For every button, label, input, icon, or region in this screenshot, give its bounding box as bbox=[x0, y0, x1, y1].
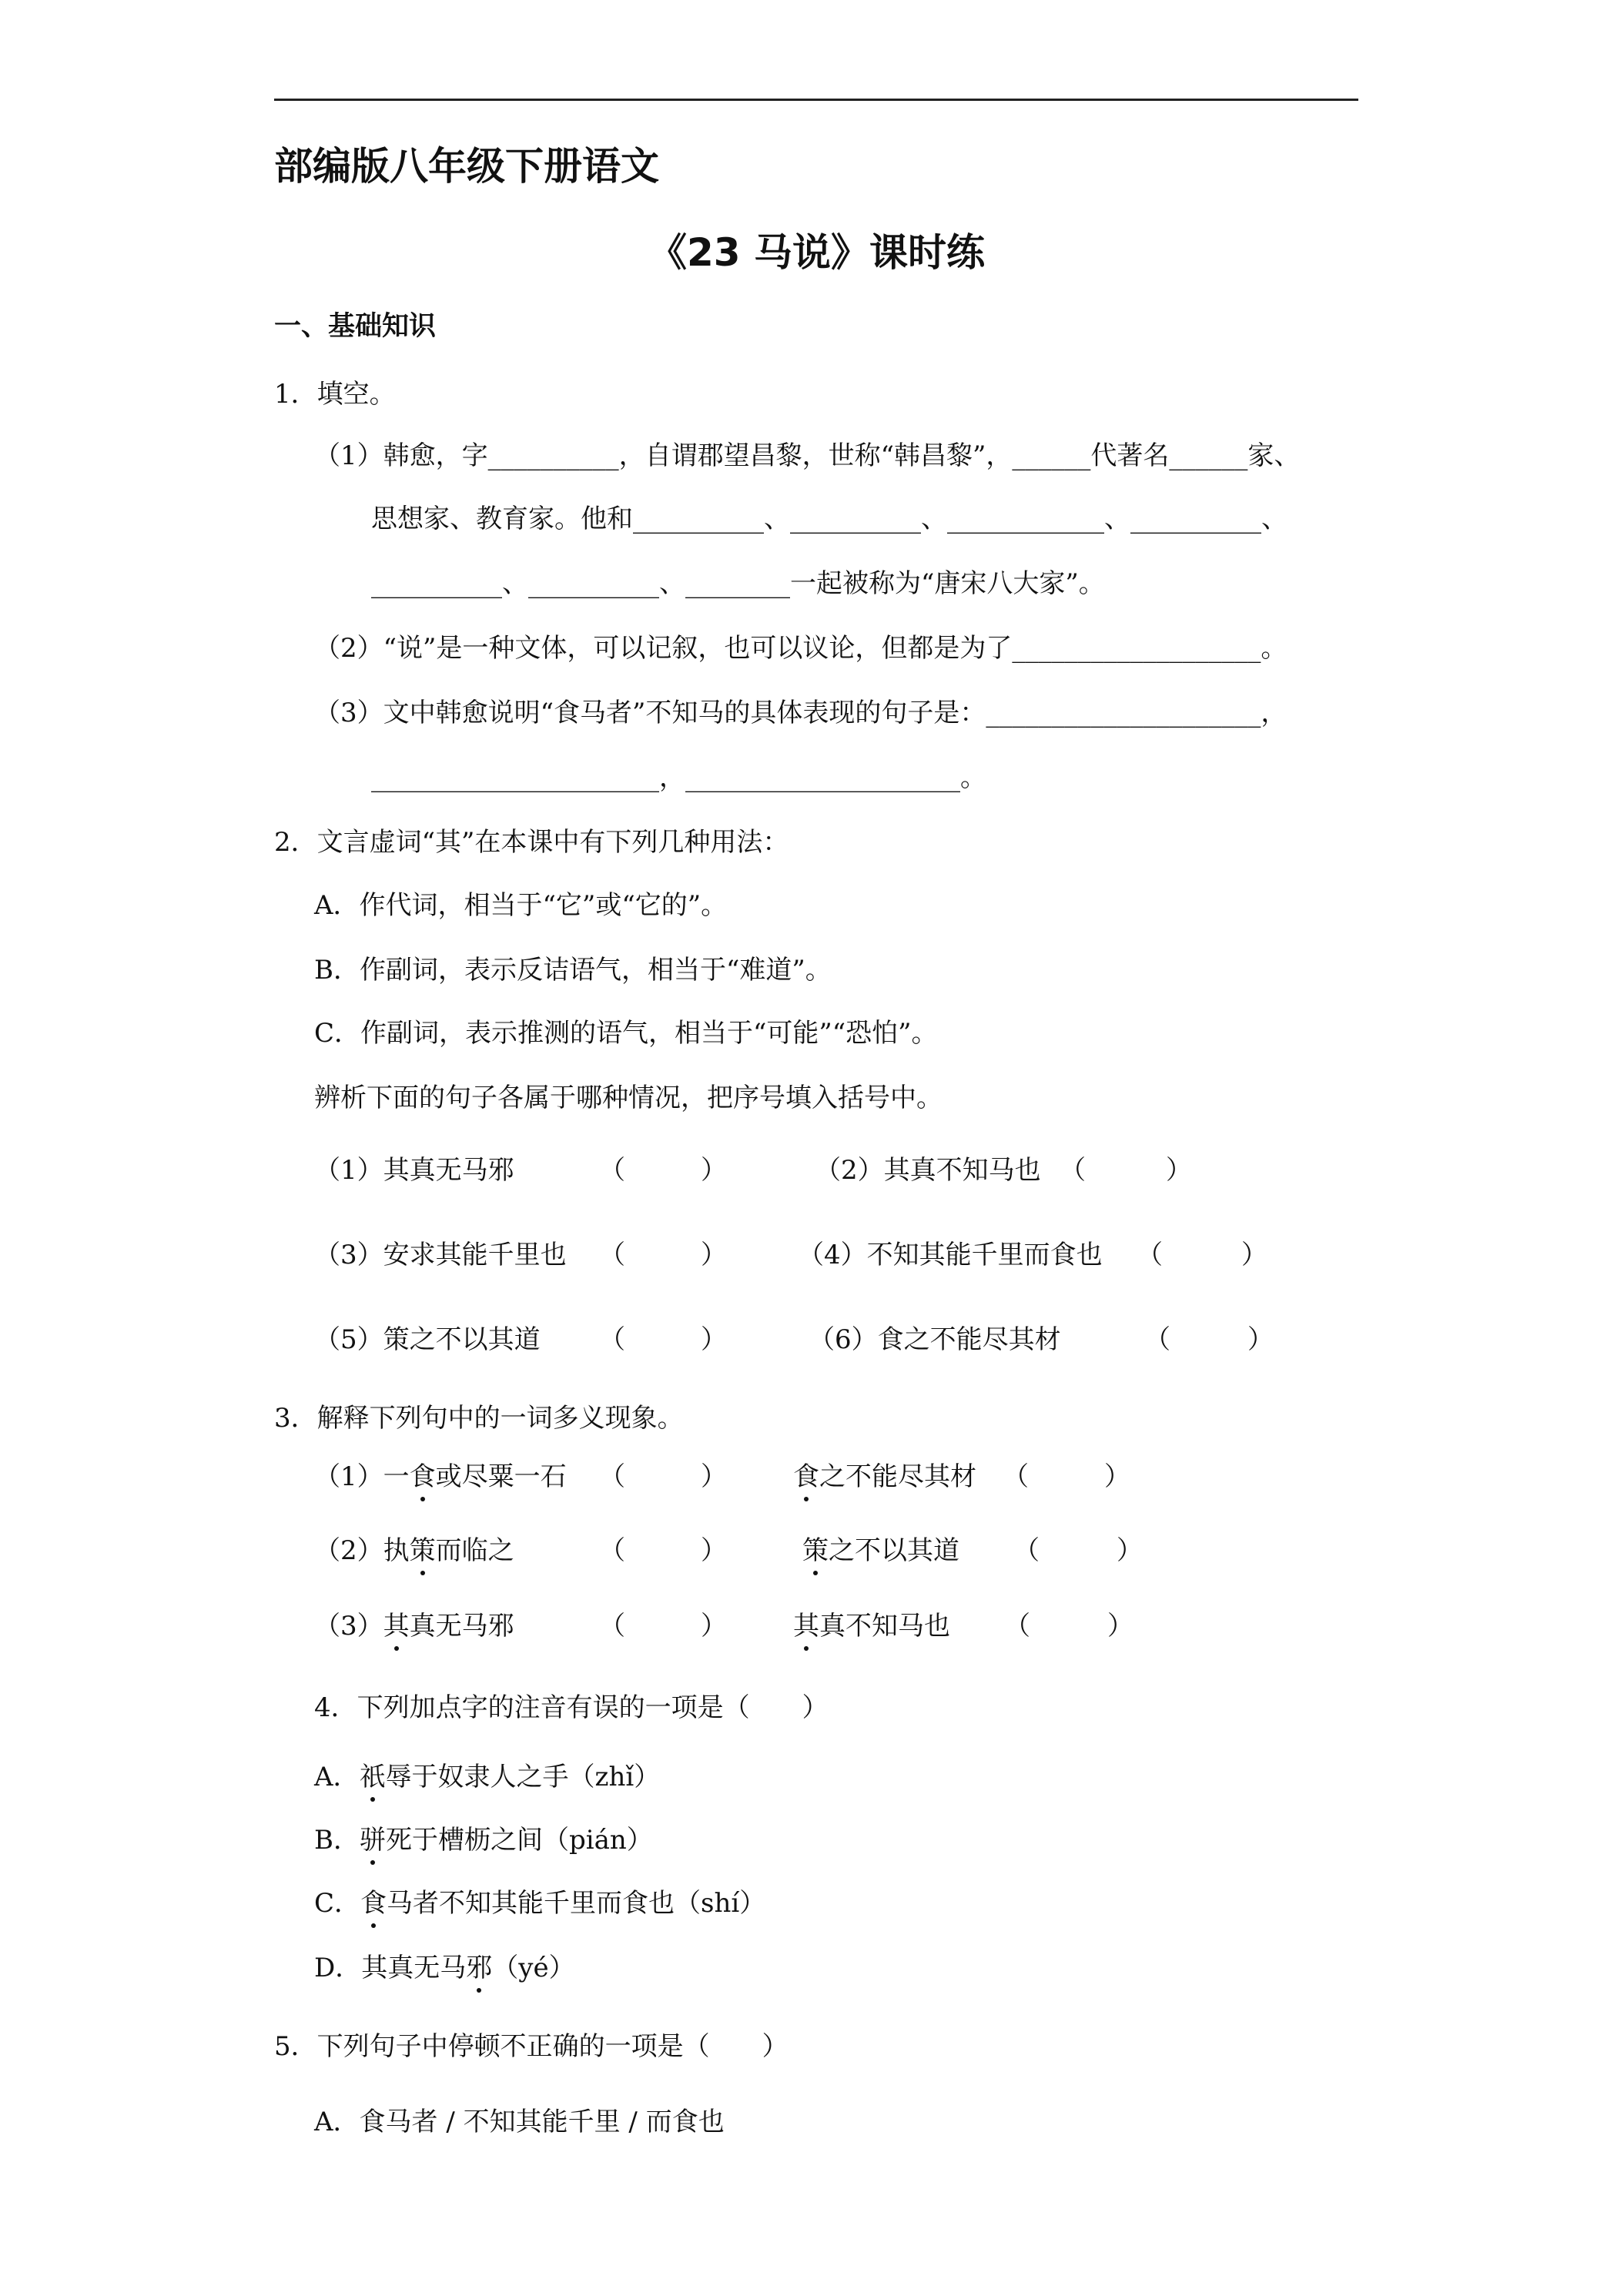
q3-row2-left bbox=[314, 1534, 514, 1568]
q4-stem: 4．下列加点字的注音有误的一项是（ ） bbox=[314, 1692, 829, 1723]
q3-row2-right bbox=[802, 1534, 959, 1568]
q3-row1-left-prefix: （1）一 bbox=[314, 1461, 410, 1492]
q4-option-a-prefix: A． bbox=[314, 1762, 360, 1792]
q4-option-c bbox=[314, 1886, 765, 1920]
q4-option-b-suffix: 死于槽枥之间（pián） bbox=[386, 1825, 653, 1856]
left-paren: （ bbox=[1144, 1324, 1170, 1355]
left-paren: （ bbox=[599, 1240, 625, 1270]
right-paren: ） bbox=[701, 1535, 727, 1566]
q4-option-d-suffix: （yé） bbox=[492, 1953, 575, 1983]
left-paren: （ bbox=[599, 1611, 625, 1642]
document-title: 部编版八年级下册语文 bbox=[274, 144, 659, 189]
right-paren: ） bbox=[1241, 1240, 1267, 1270]
q4-option-d-prefix: D．其真无马 bbox=[314, 1953, 467, 1983]
q2-instruction: 辨析下面的句子各属于哪种情况，把序号填入括号中。 bbox=[314, 1083, 943, 1113]
q4-option-a bbox=[314, 1760, 660, 1794]
right-paren: ） bbox=[1166, 1155, 1192, 1186]
right-paren: ） bbox=[701, 1611, 727, 1642]
q5-option-a: A．食马者 / 不知其能千里 / 而食也 bbox=[314, 2107, 725, 2137]
q3-row2-left-prefix: （2）执 bbox=[314, 1535, 410, 1566]
q4-option-a-suffix: 辱于奴隶人之手（zhǐ） bbox=[385, 1762, 661, 1792]
q3-row1-left-suffix: 或尽粟一石 bbox=[435, 1461, 567, 1492]
right-paren: ） bbox=[701, 1240, 727, 1270]
q3-row3-left-suffix: 真无马邪 bbox=[409, 1611, 514, 1642]
q3-row2-left-suffix: 而临之 bbox=[435, 1535, 514, 1566]
q4-option-b-prefix: B． bbox=[314, 1825, 360, 1856]
left-paren: （ bbox=[599, 1461, 625, 1492]
q2-item-2: （2）其真不知马也 bbox=[815, 1155, 1041, 1186]
q4-option-b bbox=[314, 1823, 653, 1857]
q2-stem: 2．文言虚词“其”在本课中有下列几种用法： bbox=[274, 827, 789, 858]
q4-option-c-prefix: C． bbox=[314, 1888, 361, 1919]
q3-row1-left-dotted: 食 bbox=[409, 1461, 436, 1492]
lesson-title: 《23 马说》课时练 bbox=[648, 230, 985, 275]
q1-line-5: （3）文中韩愈说明“食马者”不知马的具体表现的句子是：_____________________， bbox=[314, 698, 1287, 728]
left-paren: （ bbox=[1137, 1240, 1163, 1270]
q3-row3-left-prefix: （3） bbox=[314, 1611, 383, 1642]
right-paren: ） bbox=[1247, 1324, 1274, 1355]
left-paren: （ bbox=[1004, 1611, 1030, 1642]
q1-line-3: __________、__________、________一起被称为“唐宋八大家”。 bbox=[371, 568, 1105, 599]
q2-item-1: （1）其真无马邪 bbox=[314, 1155, 514, 1186]
q1-line-4: （2）“说”是一种文体，可以记叙，也可以议论，但都是为了___________________。 bbox=[314, 633, 1287, 664]
left-paren: （ bbox=[599, 1324, 625, 1355]
q2-option-b: B．作副词，表示反诘语气，相当于“难道”。 bbox=[314, 955, 832, 986]
q2-item-5: （5）策之不以其道 bbox=[314, 1324, 541, 1355]
q4-option-c-suffix: 马者不知其能千里而食也（shí） bbox=[387, 1888, 766, 1919]
left-paren: （ bbox=[599, 1155, 625, 1186]
right-paren: ） bbox=[1117, 1535, 1143, 1566]
q4-option-a-dotted: 祇 bbox=[359, 1762, 386, 1792]
q3-row1-right-suffix: 之不能尽其材 bbox=[819, 1461, 976, 1492]
q4-option-d bbox=[314, 1951, 575, 1985]
right-paren: ） bbox=[701, 1461, 727, 1492]
q3-stem: 3．解释下列句中的一词多义现象。 bbox=[274, 1403, 684, 1434]
q3-row1-right-dotted: 食 bbox=[793, 1461, 819, 1492]
q5-stem: 5．下列句子中停顿不正确的一项是（ ） bbox=[274, 2031, 789, 2062]
left-paren: （ bbox=[1013, 1535, 1040, 1566]
q1-line-6: ______________________，_____________________。 bbox=[371, 762, 986, 793]
q3-row2-left-dotted: 策 bbox=[409, 1535, 436, 1566]
q1-line-2: 思想家、教育家。他和__________、__________、____________、__________、 bbox=[371, 504, 1287, 534]
q3-row1-left bbox=[314, 1460, 567, 1494]
right-paren: ） bbox=[1104, 1461, 1130, 1492]
q1-stem: 1．填空。 bbox=[274, 379, 396, 410]
left-paren: （ bbox=[1003, 1461, 1029, 1492]
q2-option-a: A．作代词，相当于“它”或“它的”。 bbox=[314, 890, 728, 921]
q3-row1-right bbox=[793, 1460, 976, 1494]
right-paren: ） bbox=[1107, 1611, 1133, 1642]
q3-row3-right bbox=[793, 1609, 950, 1643]
q2-item-3: （3）安求其能千里也 bbox=[314, 1240, 567, 1270]
q4-option-d-dotted: 邪 bbox=[466, 1953, 493, 1983]
left-paren: （ bbox=[599, 1535, 625, 1566]
q3-row2-right-suffix: 之不以其道 bbox=[829, 1535, 959, 1566]
q3-row3-left-dotted: 其 bbox=[383, 1611, 410, 1642]
section-heading: 一、基础知识 bbox=[274, 311, 437, 342]
right-paren: ） bbox=[701, 1155, 727, 1186]
q2-option-c: C．作副词，表示推测的语气，相当于“可能”“恐怕”。 bbox=[314, 1018, 938, 1049]
q3-row3-right-dotted: 其 bbox=[793, 1611, 819, 1642]
q4-option-b-dotted: 骈 bbox=[360, 1825, 386, 1856]
q2-item-4: （4）不知其能千里而食也 bbox=[798, 1240, 1103, 1270]
header-rule bbox=[274, 99, 1358, 101]
q3-row3-right-suffix: 真不知马也 bbox=[819, 1611, 950, 1642]
q3-row3-left bbox=[314, 1609, 514, 1643]
q3-row2-right-dotted: 策 bbox=[802, 1535, 829, 1566]
left-paren: （ bbox=[1060, 1155, 1086, 1186]
q4-option-c-dotted: 食 bbox=[360, 1888, 387, 1919]
q2-item-6: （6）食之不能尽其材 bbox=[809, 1324, 1061, 1355]
q1-line-1: （1）韩愈，字__________，自谓郡望昌黎，世称“韩昌黎”，______代著名______家、 bbox=[314, 440, 1301, 471]
right-paren: ） bbox=[701, 1324, 727, 1355]
